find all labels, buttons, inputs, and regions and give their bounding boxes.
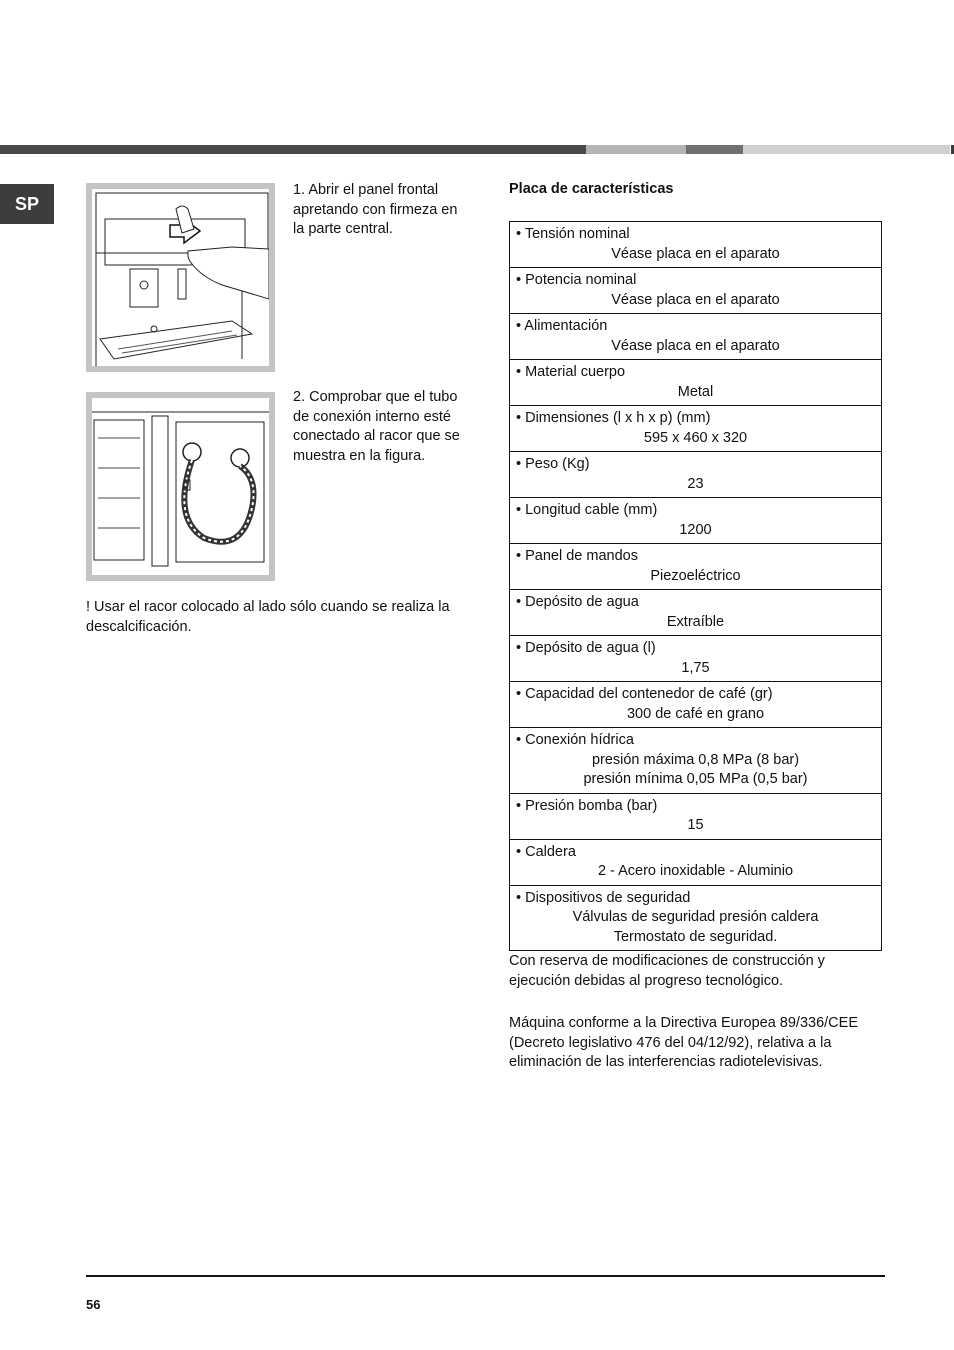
spec-value: 2 - Acero inoxidable - Aluminio xyxy=(597,863,794,879)
spec-row xyxy=(510,452,881,498)
spec-row xyxy=(510,794,881,840)
spec-value: Véase placa en el aparato xyxy=(611,291,780,308)
spec-row xyxy=(510,590,881,636)
page-number: 56 xyxy=(86,1297,101,1312)
descaling-note: ! Usar el racor colocado al lado sólo cuando se realiza la descalcificación. xyxy=(86,599,450,635)
spec-label: • Caldera xyxy=(516,843,576,860)
spec-table xyxy=(509,221,882,951)
spec-value: Piezoeléctrico xyxy=(650,567,741,584)
language-tab: SP xyxy=(0,184,54,224)
spec-value: Véase placa en el aparato xyxy=(611,337,780,354)
spec-label: • Peso (Kg) xyxy=(516,456,590,472)
spec-label: • Conexión hídrica xyxy=(516,732,634,748)
spec-value: presión máxima 0,8 MPa (8 bar) xyxy=(591,751,800,768)
spec-label: • Longitud cable (mm) xyxy=(516,502,658,518)
step-1-text: 1. Abrir el panel frontal apretando con firmeza en la parte central. xyxy=(293,182,458,237)
directive-notice: Máquina conforme a la Directiva Europea 89/336/CEE (Decreto legislativo 476 del 04/12/92), relativa a la eliminación de las interferencias radiotelevisivas. xyxy=(509,1015,858,1070)
spec-row xyxy=(510,886,881,951)
spec-row xyxy=(510,406,881,452)
spec-row xyxy=(510,544,881,590)
spec-label: • Capacidad del contenedor de café (gr) xyxy=(516,686,773,702)
spec-table-title: Placa de características xyxy=(509,181,674,197)
spec-row xyxy=(510,360,881,406)
spec-label: • Dispositivos de seguridad xyxy=(516,889,691,906)
spec-value: 1200 xyxy=(679,521,712,538)
spec-value: 300 de café en grano xyxy=(626,705,765,722)
spec-row xyxy=(510,840,881,886)
spec-value: 595 x 460 x 320 xyxy=(643,429,748,446)
spec-row xyxy=(510,314,881,360)
spec-value: Véase placa en el aparato xyxy=(611,245,780,262)
spec-value: Metal xyxy=(677,383,714,400)
step-2-text: 2. Comprobar que el tubo de conexión interno esté conectado al racor que se muestra en la figura. xyxy=(293,389,460,464)
spec-value: Extraíble xyxy=(666,613,725,630)
spec-label: • Depósito de agua xyxy=(516,594,639,610)
spec-value: Termostato de seguridad. xyxy=(613,928,778,945)
spec-label: • Presión bomba (bar) xyxy=(516,797,658,814)
figure-connection-tube xyxy=(86,392,275,581)
spec-label: • Tensión nominal xyxy=(516,226,630,242)
spec-row xyxy=(510,728,881,794)
figure-open-front-panel xyxy=(86,183,275,372)
header-color-bar xyxy=(0,145,954,154)
spec-value: 1,75 xyxy=(681,659,710,676)
spec-value: 15 xyxy=(687,817,704,833)
spec-label: • Panel de mandos xyxy=(516,548,638,564)
spec-value: presión mínima 0,05 MPa (0,5 bar) xyxy=(583,771,808,787)
spec-row xyxy=(510,682,881,728)
spec-row xyxy=(510,498,881,544)
spec-value: 23 xyxy=(687,475,704,492)
spec-value: Válvulas de seguridad presión caldera xyxy=(572,909,819,925)
spec-row xyxy=(510,222,881,268)
spec-label: • Potencia nominal xyxy=(516,272,637,288)
connection-tube-illustration xyxy=(92,398,269,575)
spec-row xyxy=(510,268,881,314)
spec-label: • Material cuerpo xyxy=(516,364,626,380)
spec-label: • Alimentación xyxy=(516,318,608,334)
spec-label: • Dimensiones (l x h x p) (mm) xyxy=(516,410,711,426)
footer-rule xyxy=(86,1275,885,1277)
spec-label: • Depósito de agua (l) xyxy=(516,640,656,656)
spec-row xyxy=(510,636,881,682)
front-panel-illustration xyxy=(92,189,269,366)
modifications-notice: Con reserva de modificaciones de construcción y ejecución debidas al progreso tecnológico. xyxy=(509,953,825,989)
